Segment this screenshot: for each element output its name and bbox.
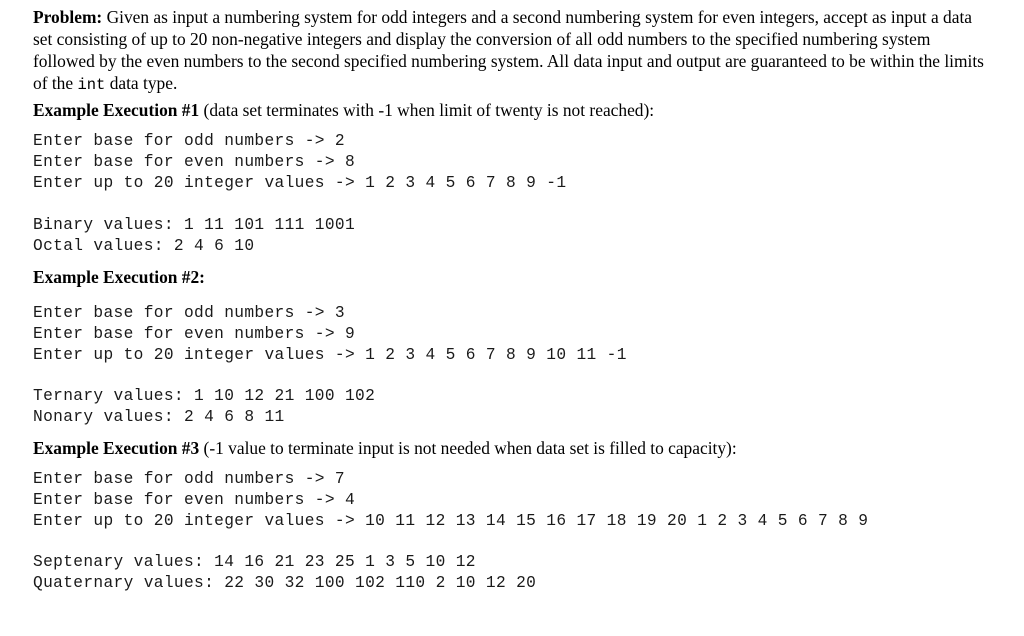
example-1-input [33,131,993,194]
console-line: Enter base for odd numbers -> 2 [33,132,345,150]
example-3-note: (-1 value to terminate input is not needed when data set is filled to capacity): [199,438,737,458]
console-line: Enter base for odd numbers -> 3 [33,304,345,322]
console-line: Nonary values: 2 4 6 8 11 [33,408,285,426]
problem-statement [33,6,993,96]
console-line: Enter base for odd numbers -> 7 [33,470,345,488]
console-line: Quaternary values: 22 30 32 100 102 110 2 10 12 20 [33,574,537,592]
console-line: Enter base for even numbers -> 4 [33,491,356,509]
console-line: Enter up to 20 integer values -> 1 2 3 4 5 6 7 8 9 10 11 -1 [33,346,627,364]
example-1-note: (data set terminates with -1 when limit of twenty is not reached): [199,100,655,120]
console-line: Octal values: 2 4 6 10 [33,237,255,255]
console-line: Enter base for even numbers -> 8 [33,153,356,171]
example-3-title: Example Execution #3 [33,438,200,458]
problem-label: Problem: [33,7,103,27]
example-2-heading [33,266,993,288]
example-2-title: Example Execution #2: [33,267,205,287]
example-1-title: Example Execution #1 [33,100,200,120]
problem-text-end: data type. [105,73,178,93]
console-line: Enter base for even numbers -> 9 [33,325,356,343]
example-3-input [33,469,993,532]
example-3-output [33,552,993,594]
console-line: Binary values: 1 11 101 111 1001 [33,216,356,234]
console-line: Enter up to 20 integer values -> 1 2 3 4 5 6 7 8 9 -1 [33,174,567,192]
problem-document [33,6,993,594]
example-2-input [33,303,993,366]
example-2-output [33,386,993,428]
example-3-heading [33,437,993,459]
example-1-output [33,215,993,257]
example-1-heading [33,99,993,121]
problem-text: Given as input a numbering system for odd integers and a second numbering system for even integers, accept as input a data set consisting of up to 20 non-negative integers and display the conversion of all odd numbers to the specified numbering system followed by the even numbers to the second specified numbering system. All data input and output are guaranteed to be within the limits of the [33,7,984,93]
console-line: Enter up to 20 integer values -> 10 11 12 13 14 15 16 17 18 19 20 1 2 3 4 5 6 7 8 9 [33,512,869,530]
console-line: Septenary values: 14 16 21 23 25 1 3 5 10 12 [33,553,476,571]
int-keyword: int [77,76,106,94]
console-line: Ternary values: 1 10 12 21 100 102 [33,387,376,405]
